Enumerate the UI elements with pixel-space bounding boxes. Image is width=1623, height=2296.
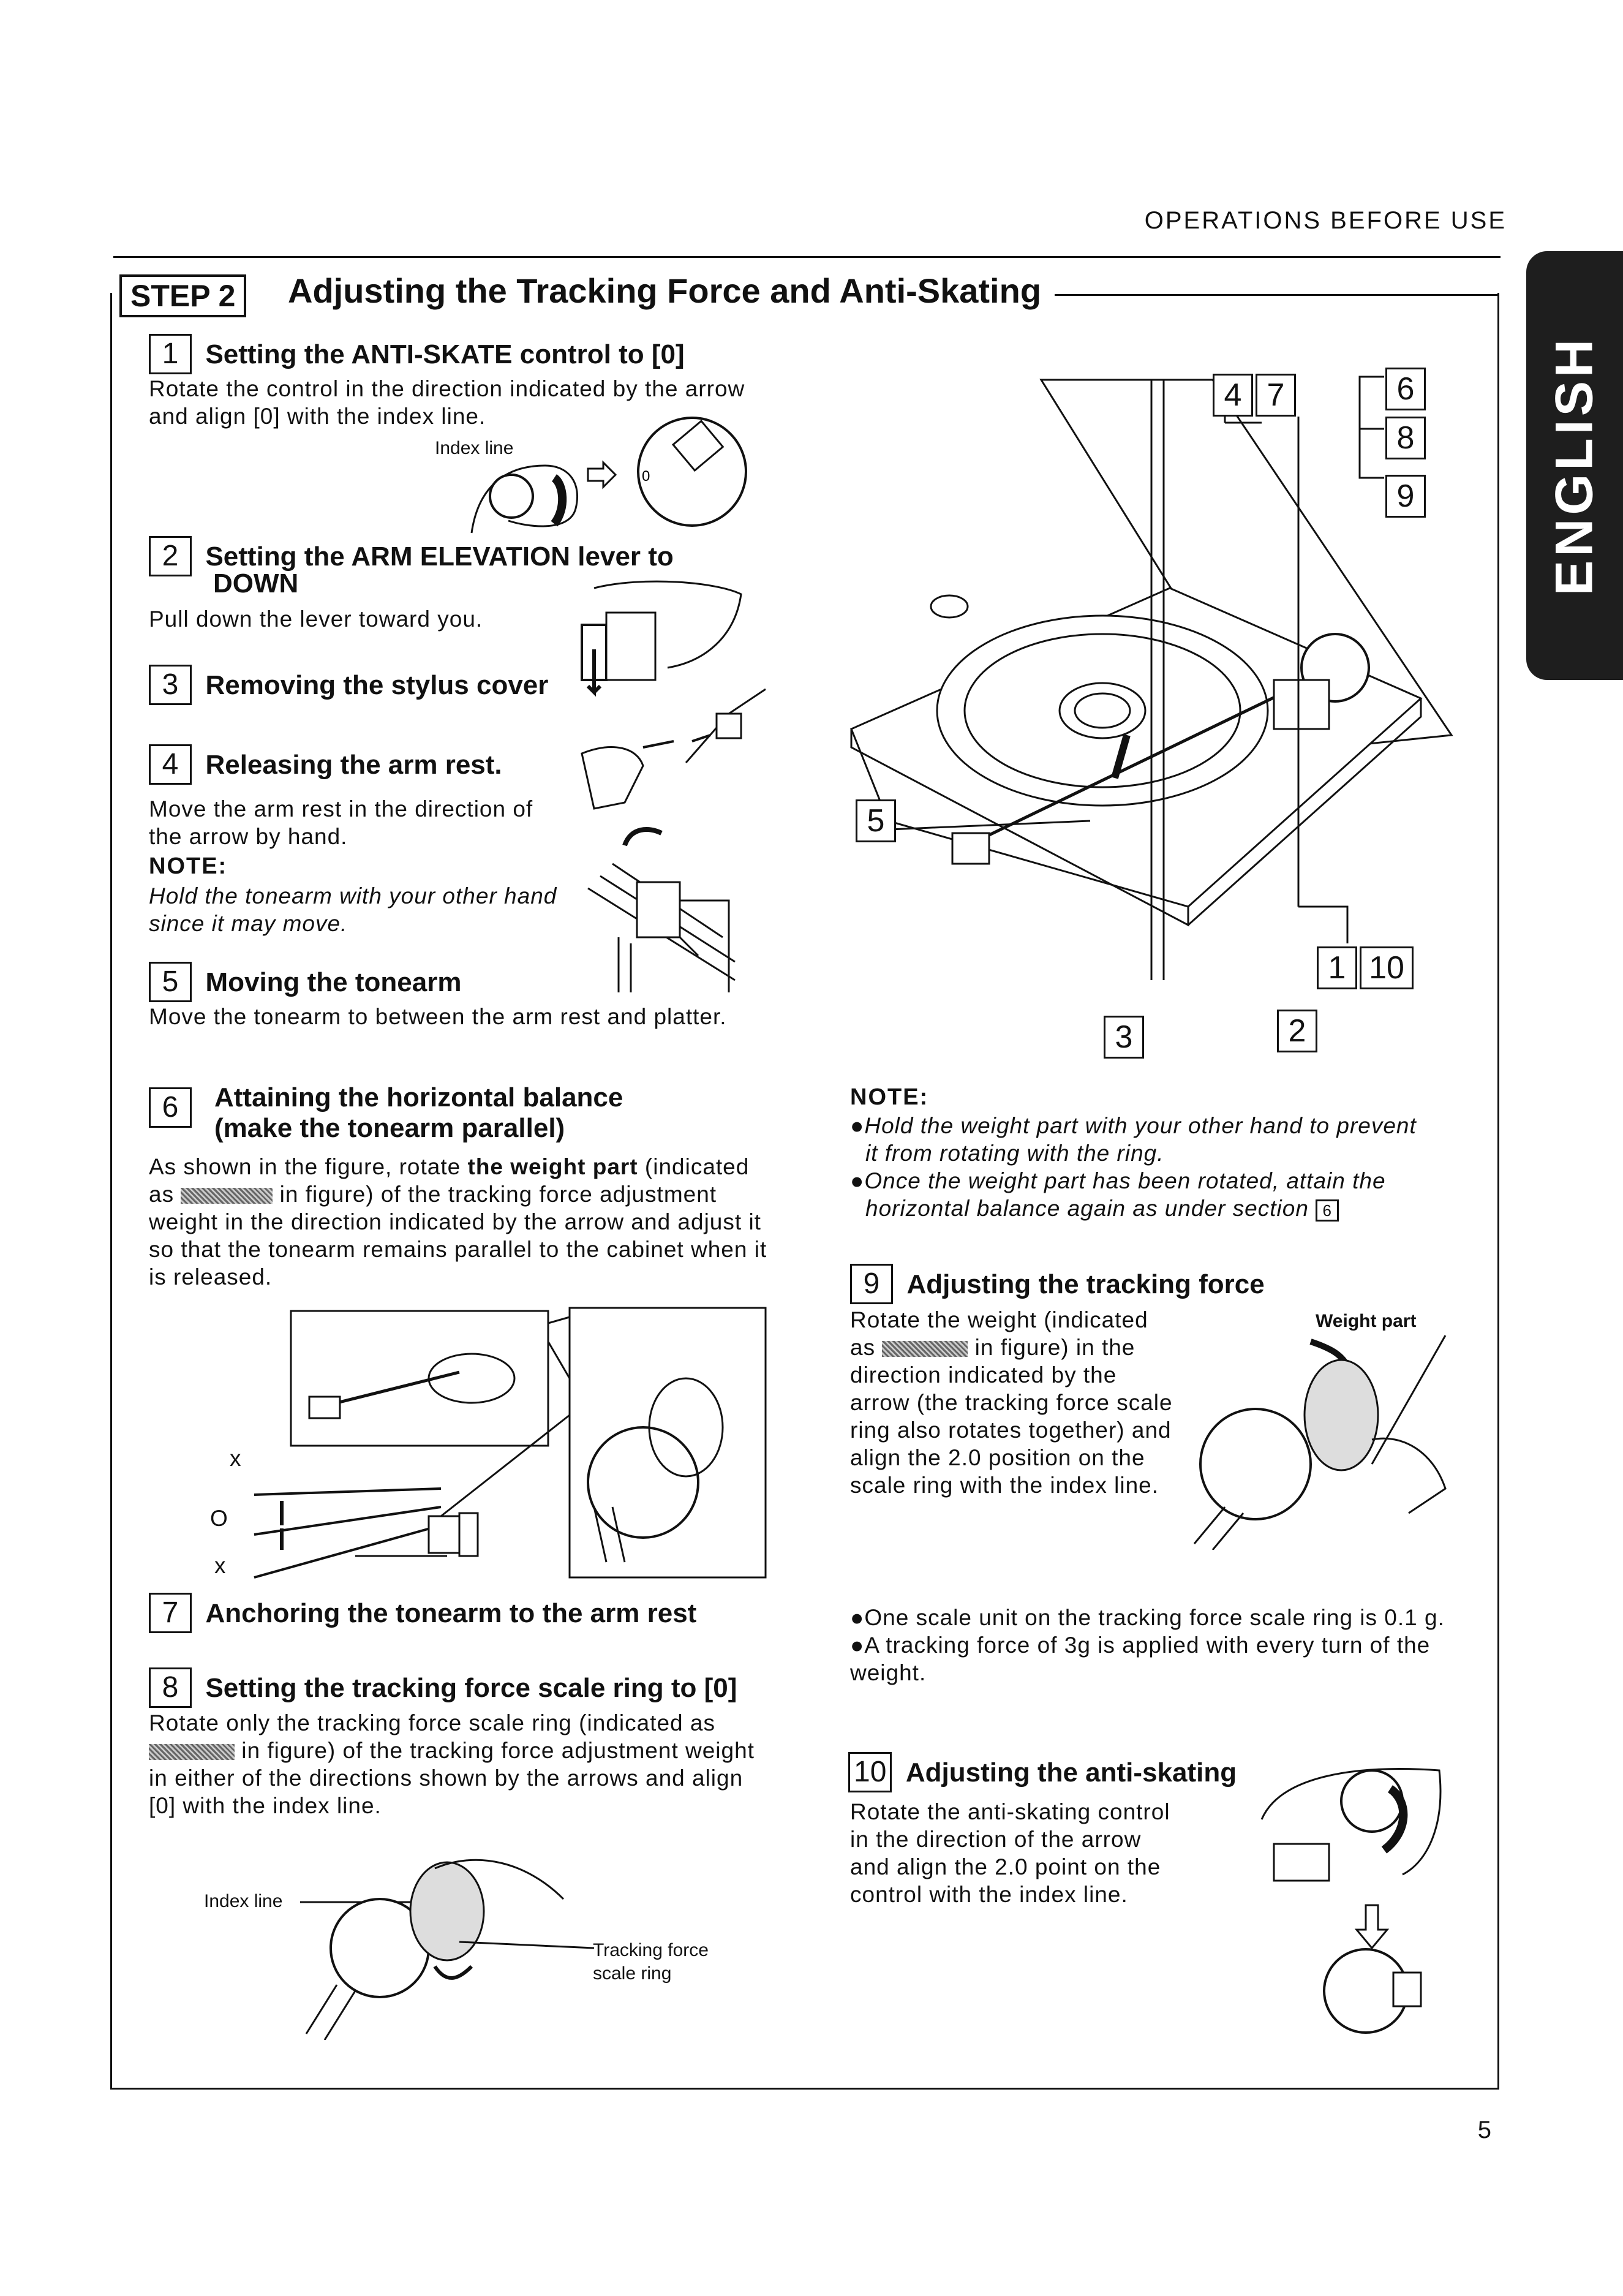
section-6-text — [149, 1153, 767, 1291]
bullet-1: ●One scale unit on the tracking force scale ring is 0.1 g. — [850, 1605, 1445, 1630]
section-title: Moving the tonearm — [205, 967, 462, 997]
section-title: Removing the stylus cover — [205, 670, 549, 700]
section-2-title-line2: DOWN — [213, 568, 299, 599]
section-number: 3 — [149, 665, 192, 705]
step-title: Adjusting the Tracking Force and Anti-Skating — [288, 271, 1042, 310]
section-number: 6 — [149, 1087, 192, 1128]
scale-ring-label: scale ring — [593, 1963, 672, 1984]
section-6-text-c: (indicated as — [149, 1154, 750, 1207]
shaded-indicator — [882, 1341, 968, 1357]
page-header: OPERATIONS BEFORE USE — [1144, 207, 1507, 234]
section-7 — [149, 1593, 696, 1633]
section-8-text-b: in figure) of the tracking force adjustment weight in either of the directions shown by the arrows and align [0] with the index line. — [149, 1738, 755, 1818]
language-tab — [1526, 251, 1623, 680]
callout-6: 6 — [1385, 368, 1426, 410]
weight-part-figure — [1188, 1329, 1470, 1550]
tracking-force-label: Tracking force — [593, 1940, 709, 1960]
section-number: 7 — [149, 1593, 192, 1633]
section-title: Adjusting the tracking force — [906, 1269, 1265, 1299]
callout-2: 2 — [1277, 1010, 1317, 1052]
section-8-text — [149, 1709, 755, 1819]
section-title: Anchoring the tonearm to the arm rest — [205, 1598, 697, 1628]
right-note-line4 — [865, 1195, 1339, 1222]
index-line-label: Index line — [435, 438, 514, 458]
section-5 — [149, 962, 461, 1002]
section-6-text-a: As shown in the figure, rotate — [149, 1154, 461, 1179]
section-6-title: Attaining the horizontal balance — [214, 1082, 623, 1112]
section-2-text: Pull down the lever toward you. — [149, 606, 483, 632]
section-9 — [850, 1264, 1265, 1304]
step-label: STEP 2 — [119, 274, 246, 317]
language-tab-label: ENGLISH — [1545, 335, 1604, 596]
section-title: Setting the ARM ELEVATION lever to — [205, 542, 674, 572]
right-note-line2: it from rotating with the ring. — [865, 1141, 1164, 1166]
section-6-title-line2: (make the tonearm parallel) — [214, 1113, 565, 1143]
section-4 — [149, 744, 502, 785]
horizontal-balance-figure — [202, 1305, 778, 1587]
section-9-text-a: Rotate the weight (indicated — [850, 1307, 1148, 1332]
right-note-heading: NOTE: — [850, 1084, 929, 1110]
section-8 — [149, 1667, 737, 1708]
section-10 — [848, 1752, 1237, 1792]
anti-skating-figure — [1243, 1752, 1464, 2034]
section-number: 4 — [149, 744, 192, 785]
section-6-text-b: the weight part — [467, 1154, 638, 1179]
arm-rest-figure — [576, 735, 759, 992]
section-6-text-d: in figure) of the tracking force adjustment weight in the direction indicated by the arrow and adjust it so that the tonearm remains parallel to the cabinet when it is released. — [149, 1182, 767, 1290]
section-4-note-heading: NOTE: — [149, 853, 228, 879]
shaded-indicator — [149, 1744, 235, 1760]
section-4-note: Hold the tonearm with your other hand since it may move. — [149, 883, 557, 936]
mark-top: x — [230, 1446, 242, 1471]
callout-1: 1 — [1317, 946, 1357, 989]
callout-8: 8 — [1385, 417, 1426, 459]
section-9-text-c: in figure) — [974, 1335, 1069, 1360]
section-title: Releasing the arm rest. — [205, 750, 502, 780]
section-number: 8 — [149, 1667, 192, 1708]
header-rule — [113, 256, 1501, 258]
title-rule — [1055, 294, 1497, 296]
anti-skate-figure — [404, 417, 772, 539]
mark-middle: O — [210, 1506, 228, 1531]
callout-4: 4 — [1213, 374, 1253, 417]
mark-bottom: x — [214, 1553, 227, 1578]
section-9-text — [850, 1306, 1181, 1499]
arm-elevation-figure — [570, 576, 753, 698]
section-4-text: Move the arm rest in the direction of the arrow by hand. — [149, 796, 533, 849]
section-1-text: Rotate the control in the direction indicated by the arrow and align [0] with the index line. — [149, 376, 745, 429]
callout-10: 10 — [1360, 946, 1414, 989]
right-note-line4-text: horizontal balance again as under section — [865, 1196, 1309, 1221]
index-line-label: Index line — [204, 1891, 283, 1911]
callout-5: 5 — [856, 799, 896, 842]
section-1 — [149, 334, 685, 374]
callout-7: 7 — [1256, 374, 1296, 417]
section-title: Adjusting the anti-skating — [905, 1758, 1237, 1788]
weight-part-label: Weight part — [1316, 1311, 1417, 1331]
callout-9: 9 — [1385, 475, 1426, 518]
right-note-line3: ●Once the weight part has been rotated, attain the — [850, 1168, 1386, 1193]
section-number: 10 — [848, 1752, 892, 1792]
section-10-text: Rotate the anti-skating control in the direction of the arrow and align the 2.0 point on the control with the index line. — [850, 1799, 1170, 1907]
section-title: Setting the tracking force scale ring to [0] — [205, 1673, 737, 1703]
callout-3: 3 — [1104, 1016, 1144, 1059]
section-6 — [149, 1087, 192, 1128]
section-number: 9 — [850, 1264, 893, 1304]
section-3 — [149, 665, 548, 705]
section-9-text-b: as — [850, 1335, 876, 1360]
section-9-text-d: in the direction indicated by the arrow (the tracking force scale ring also rotates together) and align the 2.0 position on the scale ring with the index line. — [850, 1335, 1173, 1498]
shaded-indicator — [181, 1188, 273, 1204]
section-title: Setting the ANTI-SKATE control to [0] — [205, 339, 685, 369]
svg-text:0: 0 — [642, 468, 650, 485]
section-number: 1 — [149, 334, 192, 374]
section-5-text: Move the tonearm to between the arm rest and platter. — [149, 1004, 727, 1029]
section-number: 2 — [149, 536, 192, 576]
right-note-line1: ●Hold the weight part with your other hand to prevent — [850, 1113, 1417, 1138]
scale-ring-figure — [294, 1844, 612, 2040]
section-8-text-a: Rotate only the tracking force scale ring (indicated as — [149, 1710, 715, 1735]
bullet-2: ●A tracking force of 3g is applied with every turn of the weight. — [850, 1633, 1431, 1685]
section-number: 5 — [149, 962, 192, 1002]
page-number: 5 — [1477, 2117, 1491, 2143]
section-ref: 6 — [1316, 1199, 1339, 1222]
